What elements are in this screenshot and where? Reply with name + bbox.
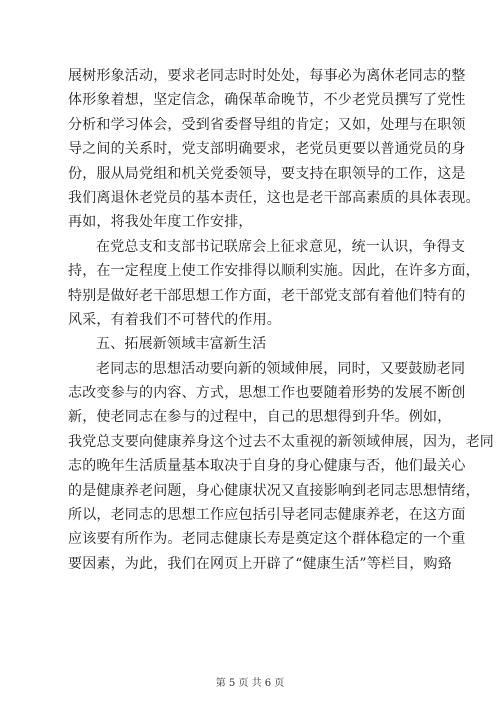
text-line: 分析和学习体会，受到省委督导组的肯定；又如，处理与在职领 xyxy=(68,116,466,133)
text-line: 应该要有所作为。老同志健康长寿是奠定这个群体稳定的一个重 xyxy=(68,531,466,548)
text-line: 要因素，为此，我们在网页上开辟了“健康生活”等栏目，购臵 xyxy=(68,555,452,572)
text-line: 志改变参与的内容、方式，思想工作也要随着形势的发展不断创 xyxy=(68,385,466,402)
text-line: 再如，将我处年度工作安排， xyxy=(68,214,253,231)
text-line: 特别是做好老干部思想工作方面，老干部党支部有着他们特有的 xyxy=(68,287,466,304)
section-heading: 五、拓展新领域丰富新生活 xyxy=(96,336,267,353)
text-line: 份，服从局党组和机关党委领导，要支持在职领导的工作，这是 xyxy=(68,165,466,182)
text-line: 志的晚年生活质量基本取决于自身的身心健康与否，他们最关心 xyxy=(68,458,466,475)
text-line: 在党总支和支部书记联席会上征求意见，统一认识，争得支 xyxy=(96,238,466,255)
text-line: 导之间的关系时，党支部明确要求，老党员更要以普通党员的身 xyxy=(68,141,466,158)
text-line: 新，使老同志在参与的过程中，自己的思想得到升华。例如， xyxy=(68,409,452,426)
text-line: 展树形象活动，要求老同志时时处处，每事必为离休老同志的整 xyxy=(68,68,466,84)
page-number-footer: 第 5 页 共 6 页 xyxy=(215,678,285,689)
text-line: 风采，有着我们不可替代的作用。 xyxy=(68,311,281,328)
text-line: 的是健康养老问题，身心健康状况又直接影响到老同志思想情绪， xyxy=(68,482,480,499)
text-line: 持，在一定程度上使工作安排得以顺利实施。因此，在许多方面， xyxy=(68,263,480,280)
text-line: 我党总支要向健康养身这个过去不太重视的新领域伸展，因为，老同 xyxy=(68,433,494,450)
text-line: 老同志的思想活动要向新的领域伸展，同时，又要鼓励老同 xyxy=(96,360,466,377)
text-line: 所以，老同志的思想工作应包括引导老同志健康养老，在这方面 xyxy=(68,507,466,524)
text-line: 体形象着想，坚定信念，确保革命晚节，不少老党员撰写了党性 xyxy=(68,92,466,109)
text-line: 我们离退休老党员的基本责任，这也是老干部高素质的具体表现。 xyxy=(68,189,480,206)
document-body xyxy=(68,64,494,576)
